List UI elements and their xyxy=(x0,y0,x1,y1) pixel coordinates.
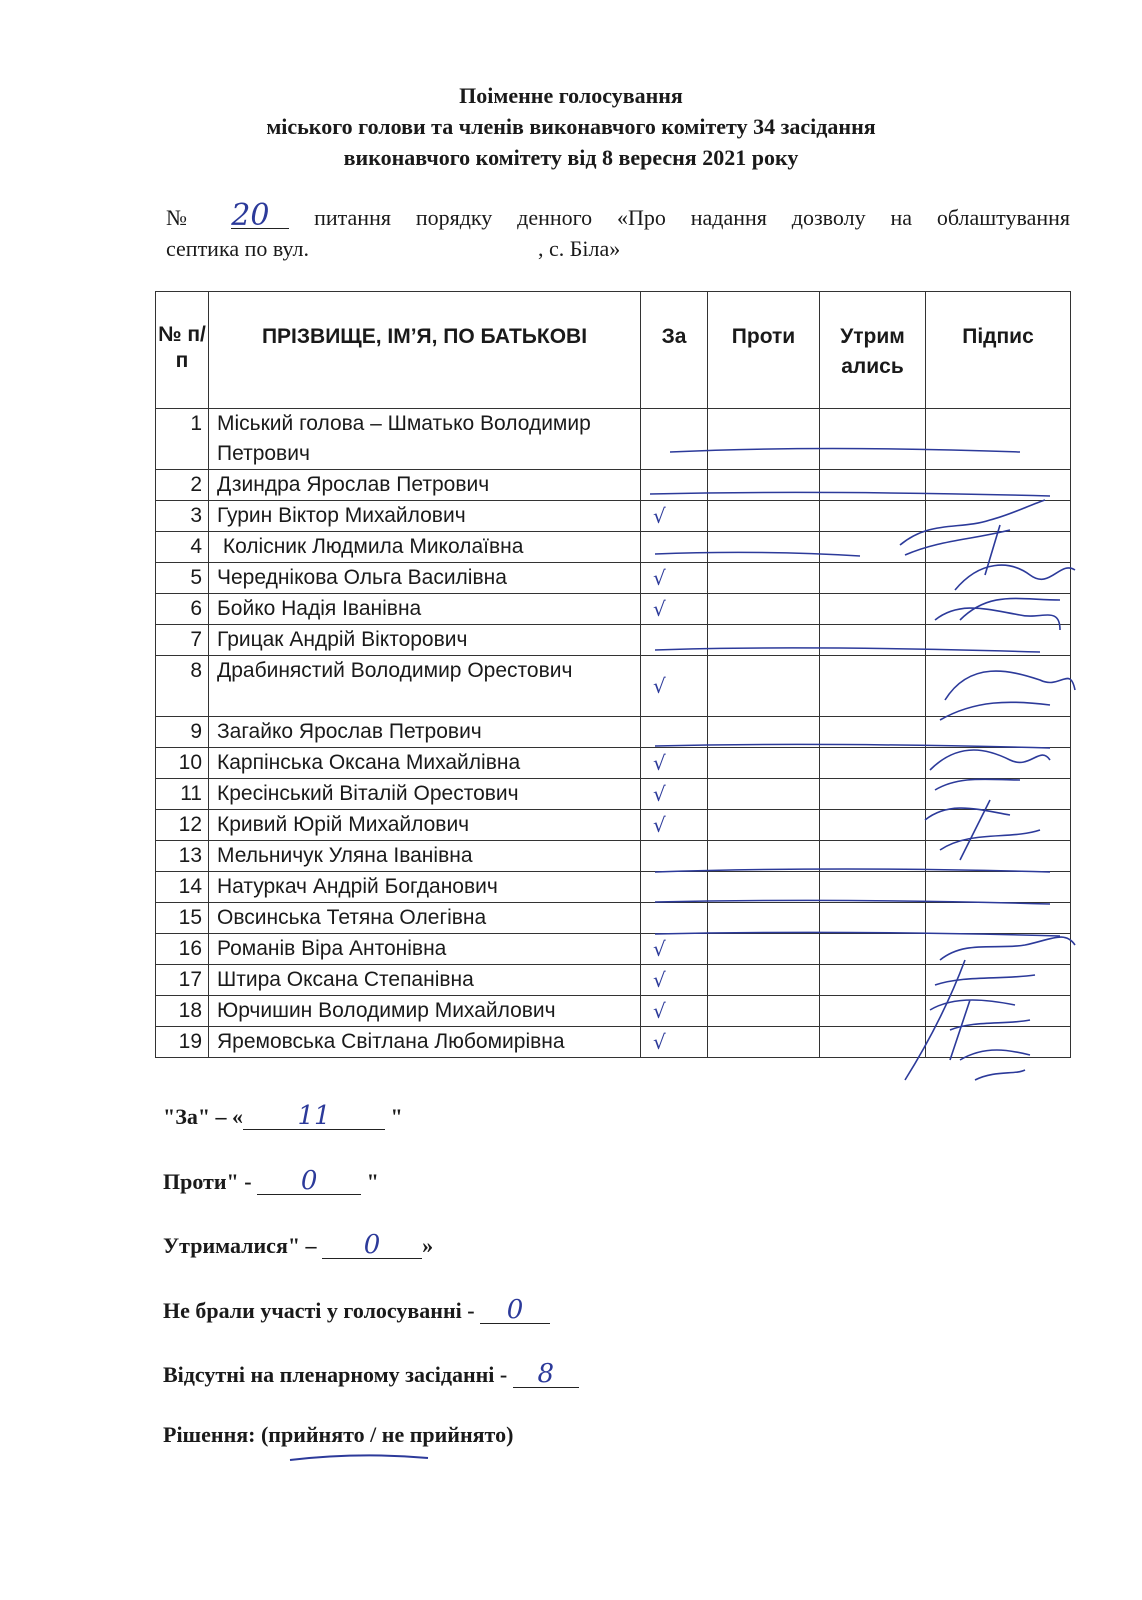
agenda-number-prefix: № xyxy=(166,205,207,230)
vote-against-cell xyxy=(708,594,820,625)
summary-against-label: Проти" - xyxy=(163,1169,258,1194)
member-name: Драбинястий Володимир Орестович xyxy=(209,656,641,717)
row-number: 9 xyxy=(156,717,209,748)
signature-cell xyxy=(926,872,1071,903)
document-title: Поіменне голосування xyxy=(459,83,683,108)
table-row xyxy=(156,965,1071,996)
summary-against-value: 0 xyxy=(300,1166,318,1196)
summary-abstained-close: » xyxy=(422,1233,434,1258)
signature-cell xyxy=(926,1027,1071,1058)
vote-for-mark: √ xyxy=(653,597,666,621)
voting-table xyxy=(155,291,1071,1058)
vote-for-mark: √ xyxy=(653,674,666,698)
vote-abstained-cell xyxy=(820,625,926,656)
vote-for-cell xyxy=(641,996,708,1027)
row-number: 4 xyxy=(156,532,209,563)
row-number: 17 xyxy=(156,965,209,996)
vote-abstained-cell xyxy=(820,409,926,470)
vote-for-cell xyxy=(641,934,708,965)
agenda-text-line2-start: септика по вул. xyxy=(166,236,309,261)
table-row xyxy=(156,996,1071,1027)
vote-for-cell xyxy=(641,1027,708,1058)
table-row xyxy=(156,594,1071,625)
vote-against-cell xyxy=(708,934,820,965)
vote-against-cell xyxy=(708,810,820,841)
signature-cell xyxy=(926,501,1071,532)
member-name: Гурин Віктор Михайлович xyxy=(209,501,641,532)
header-for: За xyxy=(641,292,708,409)
vote-for-cell xyxy=(641,810,708,841)
summary-against-close: " xyxy=(361,1169,379,1194)
vote-against-cell xyxy=(708,996,820,1027)
signature-cell xyxy=(926,656,1071,717)
vote-for-cell xyxy=(641,563,708,594)
table-row xyxy=(156,717,1071,748)
signature-cell xyxy=(926,934,1071,965)
member-name: Бойко Надія Іванівна xyxy=(209,594,641,625)
member-name: Кресінський Віталій Орестович xyxy=(209,779,641,810)
agenda-number: 20 xyxy=(231,204,289,229)
vote-against-cell xyxy=(708,501,820,532)
row-number: 16 xyxy=(156,934,209,965)
vote-for-cell xyxy=(641,717,708,748)
row-number: 12 xyxy=(156,810,209,841)
member-name: Романів Віра Антонівна xyxy=(209,934,641,965)
vote-abstained-cell xyxy=(820,996,926,1027)
summary-for-close: " xyxy=(385,1104,403,1129)
vote-abstained-cell xyxy=(820,841,926,872)
vote-against-cell xyxy=(708,470,820,501)
table-header-row xyxy=(156,292,1071,409)
table-row xyxy=(156,1027,1071,1058)
summary-not-voted xyxy=(163,1296,550,1326)
member-name: Дзиндра Ярослав Петрович xyxy=(209,470,641,501)
signature-cell xyxy=(926,717,1071,748)
summary-not-voted-value: 0 xyxy=(506,1295,524,1325)
row-number: 1 xyxy=(156,409,209,470)
summary-absent-label: Відсутні на пленарному засіданні - xyxy=(163,1362,513,1387)
vote-for-cell xyxy=(641,625,708,656)
vote-against-cell xyxy=(708,563,820,594)
summary-abstained-value: 0 xyxy=(363,1230,381,1260)
vote-against-cell xyxy=(708,748,820,779)
vote-for-cell xyxy=(641,748,708,779)
header-name: ПРІЗВИЩЕ, ІМ’Я, ПО БАТЬКОВІ xyxy=(209,292,641,409)
row-number: 8 xyxy=(156,656,209,717)
vote-for-cell xyxy=(641,841,708,872)
summary-absent-value: 8 xyxy=(537,1359,554,1389)
decision-underline xyxy=(290,1455,428,1460)
vote-for-cell xyxy=(641,501,708,532)
table-row xyxy=(156,625,1071,656)
vote-abstained-cell xyxy=(820,501,926,532)
signature-cell xyxy=(926,965,1071,996)
agenda-item-line2 xyxy=(166,233,1070,264)
header-signature: Підпис xyxy=(926,292,1071,409)
row-number: 5 xyxy=(156,563,209,594)
vote-for-cell xyxy=(641,779,708,810)
signature-cell xyxy=(926,625,1071,656)
vote-against-cell xyxy=(708,717,820,748)
vote-for-mark: √ xyxy=(653,813,666,837)
vote-for-cell xyxy=(641,409,708,470)
header-num: № п/п xyxy=(156,292,209,409)
table-row xyxy=(156,470,1071,501)
document-subtitle-line2: виконавчого комітету від 8 вересня 2021 року xyxy=(343,145,799,170)
vote-abstained-cell xyxy=(820,656,926,717)
signature-cell xyxy=(926,563,1071,594)
vote-for-cell xyxy=(641,532,708,563)
row-number: 2 xyxy=(156,470,209,501)
signature-cell xyxy=(926,996,1071,1027)
row-number: 18 xyxy=(156,996,209,1027)
vote-against-cell xyxy=(708,532,820,563)
vote-for-cell xyxy=(641,965,708,996)
row-number: 14 xyxy=(156,872,209,903)
signature-cell xyxy=(926,841,1071,872)
summary-not-voted-label: Не брали участі у голосуванні - xyxy=(163,1298,481,1323)
vote-abstained-cell xyxy=(820,934,926,965)
vote-for-mark: √ xyxy=(653,751,666,775)
table-row xyxy=(156,501,1071,532)
vote-for-mark: √ xyxy=(653,1030,666,1054)
signature-cell xyxy=(926,470,1071,501)
member-name: Мельничук Уляна Іванівна xyxy=(209,841,641,872)
vote-against-cell xyxy=(708,1027,820,1058)
vote-abstained-cell xyxy=(820,532,926,563)
summary-abstained xyxy=(163,1231,433,1261)
summary-abstained-label: Утрималися" – xyxy=(163,1233,323,1258)
table-row xyxy=(156,779,1071,810)
member-name: Грицак Андрій Вікторович xyxy=(209,625,641,656)
vote-for-mark: √ xyxy=(653,504,666,528)
row-number: 11 xyxy=(156,779,209,810)
signature-cell xyxy=(926,903,1071,934)
vote-for-mark: √ xyxy=(653,566,666,590)
vote-against-cell xyxy=(708,965,820,996)
vote-abstained-cell xyxy=(820,779,926,810)
vote-abstained-cell xyxy=(820,470,926,501)
row-number: 3 xyxy=(156,501,209,532)
vote-for-mark: √ xyxy=(653,999,666,1023)
vote-against-cell xyxy=(708,841,820,872)
member-name: Кривий Юрій Михайлович xyxy=(209,810,641,841)
member-name: Штира Оксана Степанівна xyxy=(209,965,641,996)
vote-against-cell xyxy=(708,903,820,934)
member-name: Загайко Ярослав Петрович xyxy=(209,717,641,748)
row-number: 13 xyxy=(156,841,209,872)
vote-abstained-cell xyxy=(820,903,926,934)
vote-against-cell xyxy=(708,409,820,470)
member-name: Овсинська Тетяна Олегівна xyxy=(209,903,641,934)
vote-abstained-cell xyxy=(820,717,926,748)
vote-for-cell xyxy=(641,903,708,934)
vote-against-cell xyxy=(708,872,820,903)
table-row xyxy=(156,656,1071,717)
agenda-text-line2-end: , с. Біла» xyxy=(538,236,621,261)
summary-decision-label: Рішення: (прийнято / не прийнято) xyxy=(163,1422,514,1447)
member-name: Юрчишин Володимир Михайлович xyxy=(209,996,641,1027)
row-number: 15 xyxy=(156,903,209,934)
table-row xyxy=(156,810,1071,841)
vote-against-cell xyxy=(708,656,820,717)
table-row xyxy=(156,563,1071,594)
vote-for-mark: √ xyxy=(653,968,666,992)
member-name: Міський голова – Шматько Володимир Петрович xyxy=(209,409,641,470)
agenda-text-line1: питання порядку денного «Про надання дозволу на облаштування xyxy=(314,205,1071,230)
row-number: 7 xyxy=(156,625,209,656)
vote-against-cell xyxy=(708,625,820,656)
vote-for-mark: √ xyxy=(653,937,666,961)
vote-abstained-cell xyxy=(820,965,926,996)
header-abstained: Утрим ались xyxy=(820,292,926,409)
member-name: Карпінська Оксана Михайлівна xyxy=(209,748,641,779)
vote-for-cell xyxy=(641,594,708,625)
table-row xyxy=(156,748,1071,779)
summary-decision xyxy=(163,1420,513,1450)
member-name: Череднікова Ольга Василівна xyxy=(209,563,641,594)
vote-against-cell xyxy=(708,779,820,810)
vote-abstained-cell xyxy=(820,1027,926,1058)
signature-cell xyxy=(926,532,1071,563)
agenda-item-line1 xyxy=(166,198,1071,233)
vote-abstained-cell xyxy=(820,748,926,779)
vote-for-cell xyxy=(641,470,708,501)
row-number: 10 xyxy=(156,748,209,779)
table-row xyxy=(156,903,1071,934)
vote-abstained-cell xyxy=(820,810,926,841)
vote-abstained-cell xyxy=(820,563,926,594)
document-subtitle-line1: міського голови та членів виконавчого комітету 34 засідання xyxy=(266,114,876,139)
summary-against xyxy=(163,1167,379,1197)
vote-for-cell xyxy=(641,872,708,903)
table-row xyxy=(156,934,1071,965)
summary-for-value: 11 xyxy=(297,1101,331,1131)
row-number: 6 xyxy=(156,594,209,625)
signature-cell xyxy=(926,748,1071,779)
vote-for-mark: √ xyxy=(653,782,666,806)
member-name: Яремовська Світлана Любомирівна xyxy=(209,1027,641,1058)
table-row xyxy=(156,872,1071,903)
member-name: Колісник Людмила Миколаївна xyxy=(209,532,641,563)
vote-abstained-cell xyxy=(820,872,926,903)
summary-absent xyxy=(163,1360,579,1390)
summary-for xyxy=(163,1102,403,1132)
row-number: 19 xyxy=(156,1027,209,1058)
member-name: Натуркач Андрій Богданович xyxy=(209,872,641,903)
signature-cell xyxy=(926,810,1071,841)
header-against: Проти xyxy=(708,292,820,409)
table-row xyxy=(156,532,1071,563)
vote-abstained-cell xyxy=(820,594,926,625)
signature-cell xyxy=(926,779,1071,810)
signature-cell xyxy=(926,594,1071,625)
table-row xyxy=(156,409,1071,470)
table-row xyxy=(156,841,1071,872)
summary-for-label: "За" – « xyxy=(163,1104,244,1129)
vote-for-cell xyxy=(641,656,708,717)
signature-cell xyxy=(926,409,1071,470)
